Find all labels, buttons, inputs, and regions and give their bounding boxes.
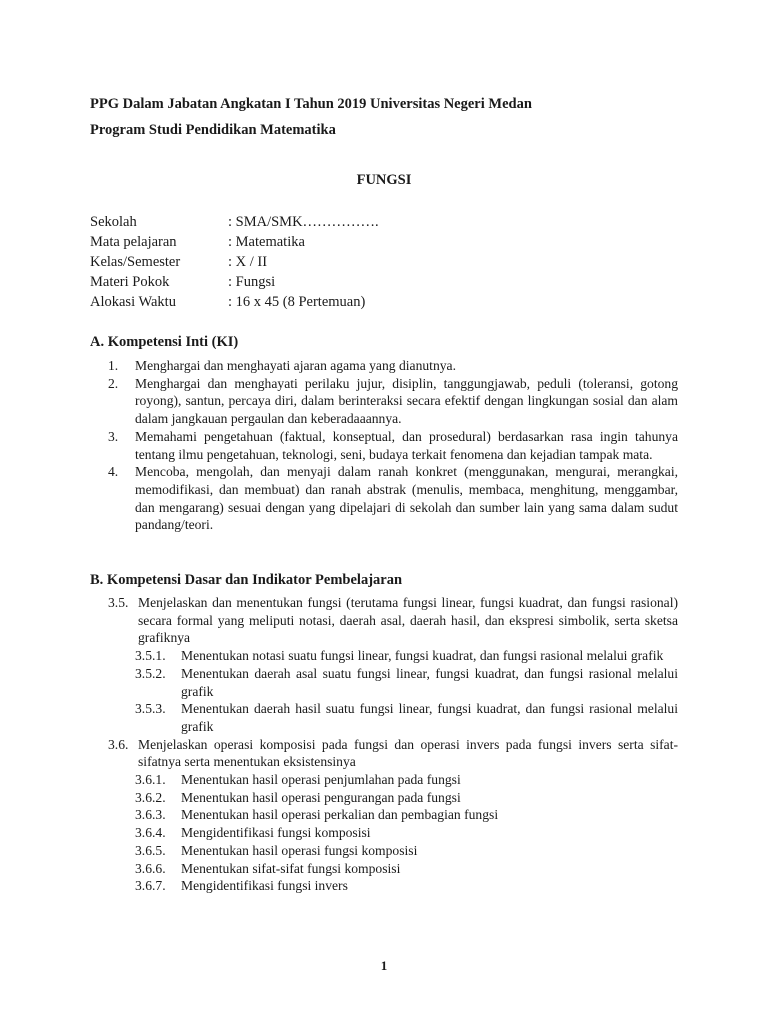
- identity-label: Alokasi Waktu: [90, 294, 176, 310]
- indicator-text: Menentukan hasil operasi fungsi komposisi: [181, 842, 418, 858]
- identity-value: : SMA/SMK…………….: [228, 214, 379, 230]
- indicator-number: 3.6.1.: [135, 772, 166, 788]
- indicator-number: 3.6.4.: [135, 825, 166, 841]
- indicator-number: 3.6.3.: [135, 807, 166, 823]
- identity-label: Kelas/Semester: [90, 254, 181, 270]
- identity-row: [90, 272, 379, 292]
- identity-label: Mata pelajaran: [90, 234, 177, 250]
- ki-item: [108, 463, 678, 534]
- indicator-text: Menentukan daerah asal suatu fungsi linear, fungsi kuadrat, dan fungsi rasional melalui grafik: [181, 665, 678, 699]
- identity-value: : 16 x 45 (8 Pertemuan): [228, 294, 366, 310]
- identity-label: Materi Pokok: [90, 274, 170, 290]
- ki-item: [108, 428, 678, 463]
- ki-item: [108, 375, 678, 428]
- ki-item-text: Menghargai dan menghayati ajaran agama yang dianutnya.: [135, 358, 456, 373]
- indicator-item: [135, 647, 678, 665]
- ki-item-number: 3.: [108, 428, 119, 444]
- identity-label: Sekolah: [90, 214, 137, 230]
- kd-item: [108, 594, 678, 647]
- indicator-item: [135, 860, 678, 878]
- kd-number: 3.5.: [108, 595, 129, 610]
- indicator-number: 3.5.3.: [135, 701, 166, 717]
- indicator-number: 3.6.5.: [135, 842, 166, 858]
- indicator-item: [135, 700, 678, 735]
- indicator-text: Mengidentifikasi fungsi komposisi: [181, 825, 371, 841]
- indicator-number: 3.5.1.: [135, 648, 166, 664]
- kd-list: [108, 594, 678, 895]
- indicator-text: Menentukan notasi suatu fungsi linear, fungsi kuadrat, dan fungsi rasional melalui grafik: [181, 648, 664, 664]
- indicator-item: [135, 771, 678, 789]
- kd-text: Menjelaskan operasi komposisi pada fungsi dan operasi invers pada fungsi invers serta sifat-sifatnya serta menentukan eksistensinya: [138, 736, 678, 770]
- ki-item-text: Mencoba, mengolah, dan menyaji dalam ranah konkret (menggunakan, mengurai, merangkai, memodifikasi, dan membuat) dan ranah abstrak (menulis, membaca, menghitung, menggambar, dan mengarang) sesuai dengan yang dipelajari di sekolah dan sumber lain yang sama dalam sudut pandang/teori.: [135, 464, 678, 533]
- section-a-heading: A. Kompetensi Inti (KI): [90, 334, 239, 350]
- indicator-item: [135, 877, 678, 895]
- page-number: 1: [380, 958, 388, 973]
- indicator-text: Menentukan hasil operasi pengurangan pada fungsi: [181, 789, 461, 805]
- identity-table: [90, 212, 379, 312]
- section-b-heading: B. Kompetensi Dasar dan Indikator Pembelajaran: [90, 572, 403, 588]
- indicator-item: [135, 665, 678, 700]
- indicator-text: Menentukan hasil operasi penjumlahan pada fungsi: [181, 772, 461, 788]
- identity-value: : Fungsi: [228, 274, 276, 290]
- ki-item: [108, 357, 678, 375]
- indicator-text: Menentukan daerah hasil suatu fungsi linear, fungsi kuadrat, dan fungsi rasional melalui grafik: [181, 701, 678, 734]
- header-line-2: Program Studi Pendidikan Matematika: [90, 122, 336, 138]
- indicator-number: 3.6.6.: [135, 860, 166, 876]
- identity-row: [90, 212, 379, 232]
- identity-value: : Matematika: [228, 234, 305, 250]
- indicator-item: [135, 824, 678, 842]
- indicator-list: [135, 647, 678, 736]
- document-title: FUNGSI: [356, 172, 412, 188]
- identity-row: [90, 252, 379, 272]
- indicator-list: [135, 771, 678, 895]
- kd-number: 3.6.: [108, 736, 129, 752]
- ki-item-number: 2.: [108, 375, 119, 391]
- header-line-1: PPG Dalam Jabatan Angkatan I Tahun 2019 Universitas Negeri Medan: [90, 96, 532, 112]
- indicator-item: [135, 842, 678, 860]
- identity-value: : X / II: [228, 254, 268, 270]
- ki-item-number: 4.: [108, 464, 119, 480]
- ki-item-number: 1.: [108, 358, 119, 373]
- indicator-number: 3.6.7.: [135, 878, 166, 894]
- indicator-text: Menentukan sifat-sifat fungsi komposisi: [181, 860, 401, 876]
- ki-item-text: Menghargai dan menghayati perilaku jujur, disiplin, tanggungjawab, peduli (toleransi, gotong royong), santun, percaya diri, dalam berinteraksi secara efektif dengan lingkungan sosial dan alam dalam jangkauan pergaulan dan keberadaaannya.: [135, 375, 678, 427]
- kd-text: Menjelaskan dan menentukan fungsi (terutama fungsi linear, fungsi kuadrat, dan fungsi rasional) secara formal yang meliputi notasi, daerah asal, daerah hasil, dan ekspresi simbolik, serta sketsa grafiknya: [138, 595, 678, 646]
- ki-list: [108, 357, 678, 534]
- indicator-item: [135, 806, 678, 824]
- kd-item: [108, 736, 678, 771]
- indicator-text: Mengidentifikasi fungsi invers: [181, 878, 348, 894]
- indicator-item: [135, 789, 678, 807]
- indicator-text: Menentukan hasil operasi perkalian dan pembagian fungsi: [181, 807, 499, 823]
- indicator-number: 3.5.2.: [135, 665, 166, 681]
- identity-row: [90, 292, 379, 312]
- ki-item-text: Memahami pengetahuan (faktual, konseptual, dan prosedural) berdasarkan rasa ingin tahunya tentang ilmu pengetahuan, teknologi, seni, budaya terkait fenomena dan kejadian tampak mata.: [135, 428, 678, 462]
- identity-row: [90, 232, 379, 252]
- indicator-number: 3.6.2.: [135, 789, 166, 805]
